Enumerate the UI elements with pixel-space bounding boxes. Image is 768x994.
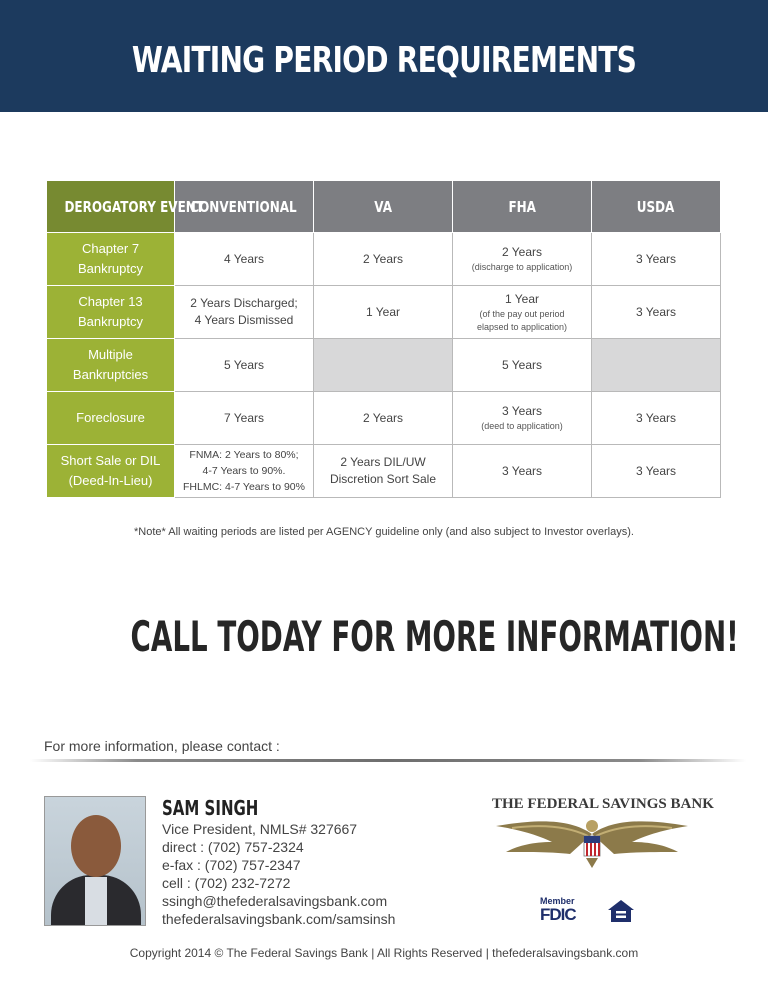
table-row	[47, 233, 721, 286]
cell-va: 2 Years	[314, 233, 453, 286]
row-label-multiple-bankruptcies: Multiple Bankruptcies	[47, 339, 175, 392]
row-label-chapter-7: Chapter 7 Bankruptcy	[47, 233, 175, 286]
cell-usda: 3 Years	[592, 445, 721, 498]
fdic-label: FDIC	[540, 905, 576, 924]
table-row	[47, 392, 721, 445]
cell-usda: 3 Years	[592, 286, 721, 339]
column-header-usda: USDA	[592, 181, 721, 233]
agency-note: *Note* All waiting periods are listed per AGENCY guideline only (and also subject to Investor overlays).	[134, 526, 634, 538]
call-to-action-heading: CALL TODAY FOR MORE INFORMATION!	[130, 612, 739, 661]
cell-conventional: 2 Years Discharged; 4 Years Dismissed	[175, 286, 314, 339]
column-header-va: VA	[314, 181, 453, 233]
cell-fha: 5 Years	[453, 339, 592, 392]
contact-title: Vice President, NMLS# 327667	[162, 821, 358, 837]
contact-website[interactable]: thefederalsavingsbank.com/samsinsh	[162, 911, 396, 927]
contact-name: SAM SINGH	[162, 796, 259, 820]
table-row	[47, 286, 721, 339]
cell-conventional: 4 Years	[175, 233, 314, 286]
column-header-event: DEROGATORY EVENT	[47, 181, 175, 233]
row-label-foreclosure: Foreclosure	[47, 392, 175, 445]
contact-photo	[44, 796, 146, 926]
table-row	[47, 445, 721, 498]
waiting-period-table	[46, 180, 721, 498]
bank-logo-text: THE FEDERAL SAVINGS BANK	[492, 796, 714, 812]
row-label-short-sale: Short Sale or DIL (Deed-In-Lieu)	[47, 445, 175, 498]
contact-intro: For more information, please contact :	[44, 738, 280, 754]
cell-va-empty	[314, 339, 453, 392]
copyright-footer: Copyright 2014 © The Federal Savings Bank | All Rights Reserved | thefederalsavingsbank.com	[129, 946, 639, 960]
cell-usda-empty	[592, 339, 721, 392]
cell-fha: 3 Years	[453, 445, 592, 498]
table-row	[47, 339, 721, 392]
divider	[30, 759, 746, 762]
cell-conventional: FNMA: 2 Years to 80%; 4-7 Years to 90%. FHLMC: 4-7 Years to 90%	[175, 445, 314, 498]
cell-va: 1 Year	[314, 286, 453, 339]
fdic-member-label: Member	[540, 896, 575, 906]
photo-shirt	[85, 877, 107, 926]
cell-conventional: 7 Years	[175, 392, 314, 445]
contact-direct-phone: direct : (702) 757-2324	[162, 839, 304, 855]
cell-conventional: 5 Years	[175, 339, 314, 392]
eagle-logo-icon	[492, 812, 692, 870]
column-header-conventional: CONVENTIONAL	[175, 181, 314, 233]
cell-va: 2 Years DIL/UW Discretion Sort Sale	[314, 445, 453, 498]
cell-fha: 2 Years (discharge to application)	[453, 233, 592, 286]
table-header-row	[47, 181, 721, 233]
cell-fha: 1 Year (of the pay out period elapsed to application)	[453, 286, 592, 339]
cell-va: 2 Years	[314, 392, 453, 445]
contact-details	[162, 820, 395, 928]
contact-cell-phone: cell : (702) 232-7272	[162, 875, 291, 891]
column-header-fha: FHA	[453, 181, 592, 233]
fdic-logo-icon	[540, 896, 590, 926]
contact-email[interactable]: ssingh@thefederalsavingsbank.com	[162, 893, 388, 909]
contact-efax: e-fax : (702) 757-2347	[162, 857, 301, 873]
equal-housing-icon	[606, 898, 636, 924]
cell-usda: 3 Years	[592, 233, 721, 286]
row-label-chapter-13: Chapter 13 Bankruptcy	[47, 286, 175, 339]
page-title: WAITING PERIOD REQUIREMENTS	[131, 40, 637, 81]
cell-usda: 3 Years	[592, 392, 721, 445]
photo-head	[71, 815, 121, 877]
cell-fha: 3 Years (deed to application)	[453, 392, 592, 445]
